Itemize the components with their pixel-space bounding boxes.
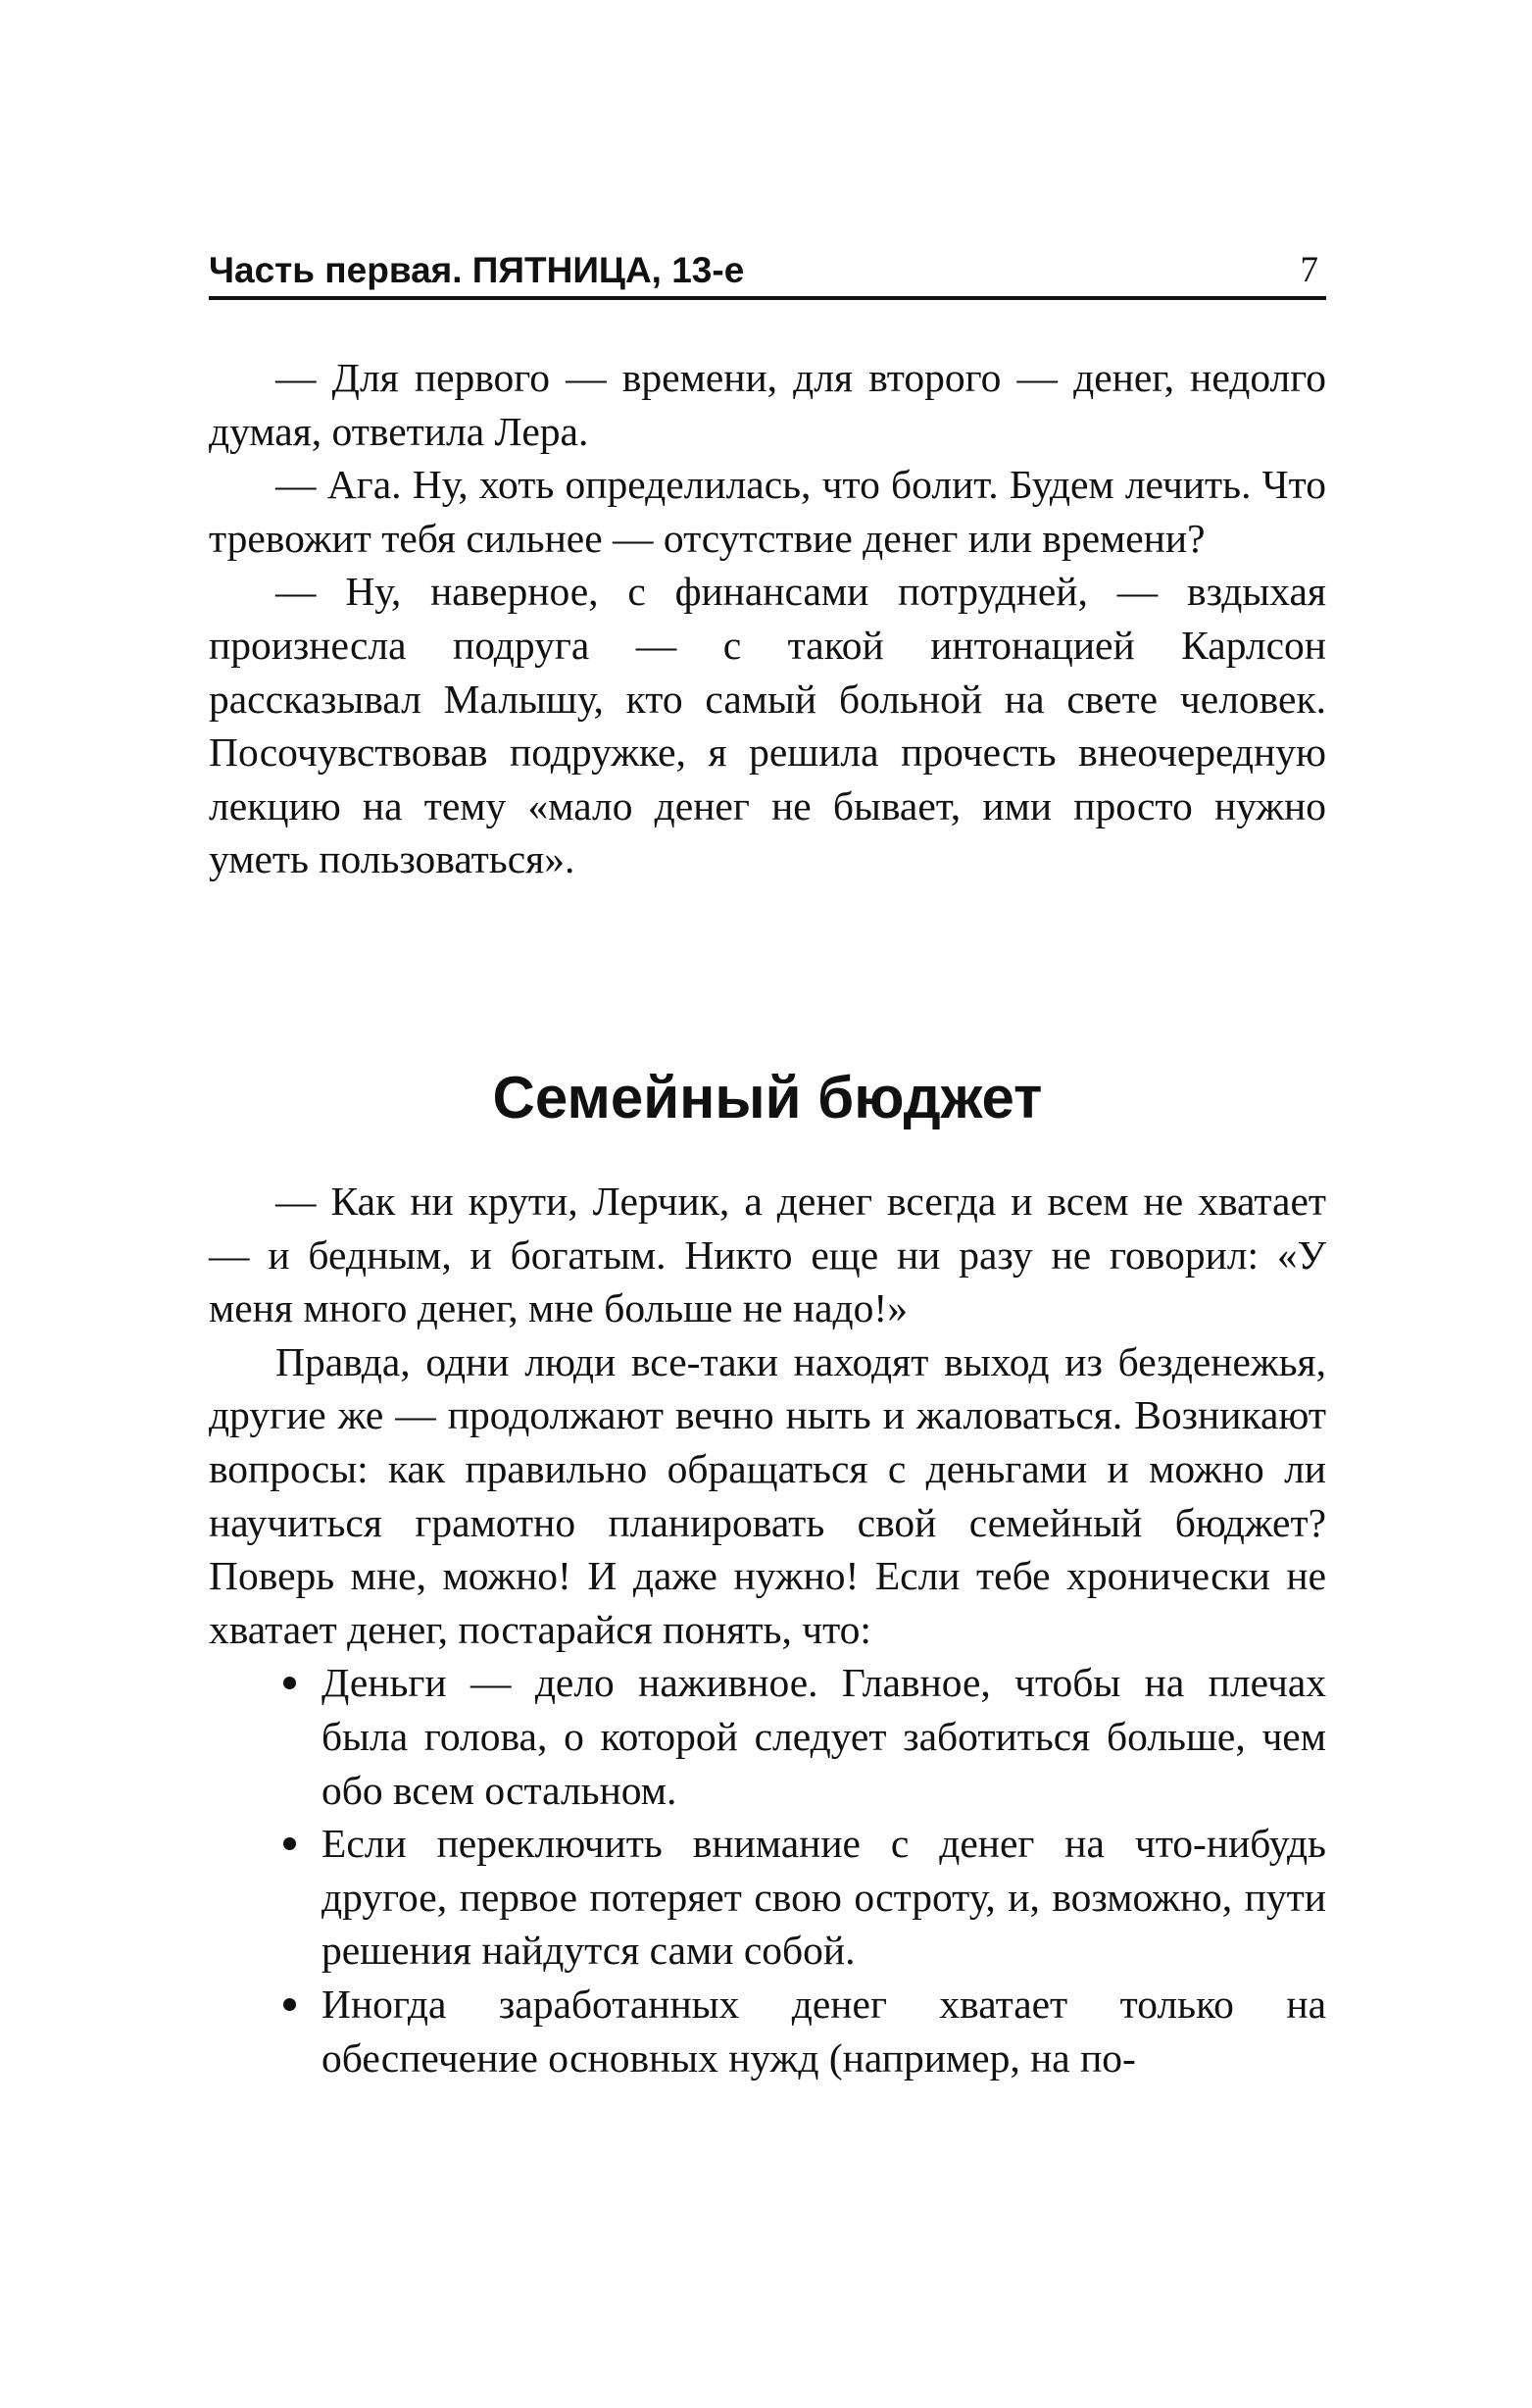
bullet-icon — [283, 1998, 296, 2011]
running-header — [209, 245, 1326, 300]
list-item — [209, 1978, 1326, 2084]
dialogue-paragraph: — Ну, наверное, с финансами потрудней, — вздыхая произнесла подруга — с такой интонацией Карлсон рассказывал Малышу, кто самый больной на свете человек. Посочувствовав подружке, я решила прочесть внеочередную лекцию на тему «мало денег не бывает, ими просто нужно уметь пользоваться». — [209, 569, 1326, 882]
bullet-icon — [283, 1677, 296, 1689]
list-item — [209, 1817, 1326, 1978]
dialogue-block — [209, 351, 1326, 886]
bullet-list — [209, 1656, 1326, 2084]
list-item-text: Иногда заработанных денег хватает только на обеспечение основных нужд (например, на по- — [321, 1981, 1326, 2081]
dialogue-paragraph: — Для первого — времени, для второго — денег, недолго думая, ответила Лера. — [209, 355, 1326, 454]
chapter-title: Часть первая. ПЯТНИЦА, 13-е — [209, 250, 745, 290]
list-item-text: Если переключить внимание с денег на что-нибудь другое, первое потеряет свою остроту, и, возможно, пути решения найдутся сами собой. — [321, 1821, 1326, 1974]
body-paragraph: — Как ни крути, Лерчик, а денег всегда и всем не хватает — и бедным, и богатым. Никто еще ни разу не говорил: «У меня много денег, мне больше не надо!» — [209, 1179, 1326, 1331]
dialogue-paragraph: — Ага. Ну, хоть определилась, что болит. Будем лечить. Что тревожит тебя сильнее — отсутствие денег или времени? — [209, 462, 1326, 561]
section-body — [209, 1175, 1326, 2084]
list-item — [209, 1656, 1326, 1817]
page-number: 7 — [1300, 250, 1318, 290]
bullet-icon — [283, 1837, 296, 1850]
body-paragraph: Правда, одни люди все-таки находят выход из безденежья, другие же — продолжают вечно ныть и жаловаться. Возникают вопросы: как правильно обращаться с деньгами и можно ли научиться грамотно планировать свой семейный бюджет? Поверь мне, можно! И даже нужно! Если тебе хронически не хватает денег, постарайся понять, что: — [209, 1338, 1326, 1652]
list-item-text: Деньги — дело наживное. Главное, чтобы на плечах была голова, о которой следует заботиться больше, чем обо всем остальном. — [321, 1660, 1326, 1813]
section-heading: Семейный бюджет — [492, 1065, 1043, 1130]
